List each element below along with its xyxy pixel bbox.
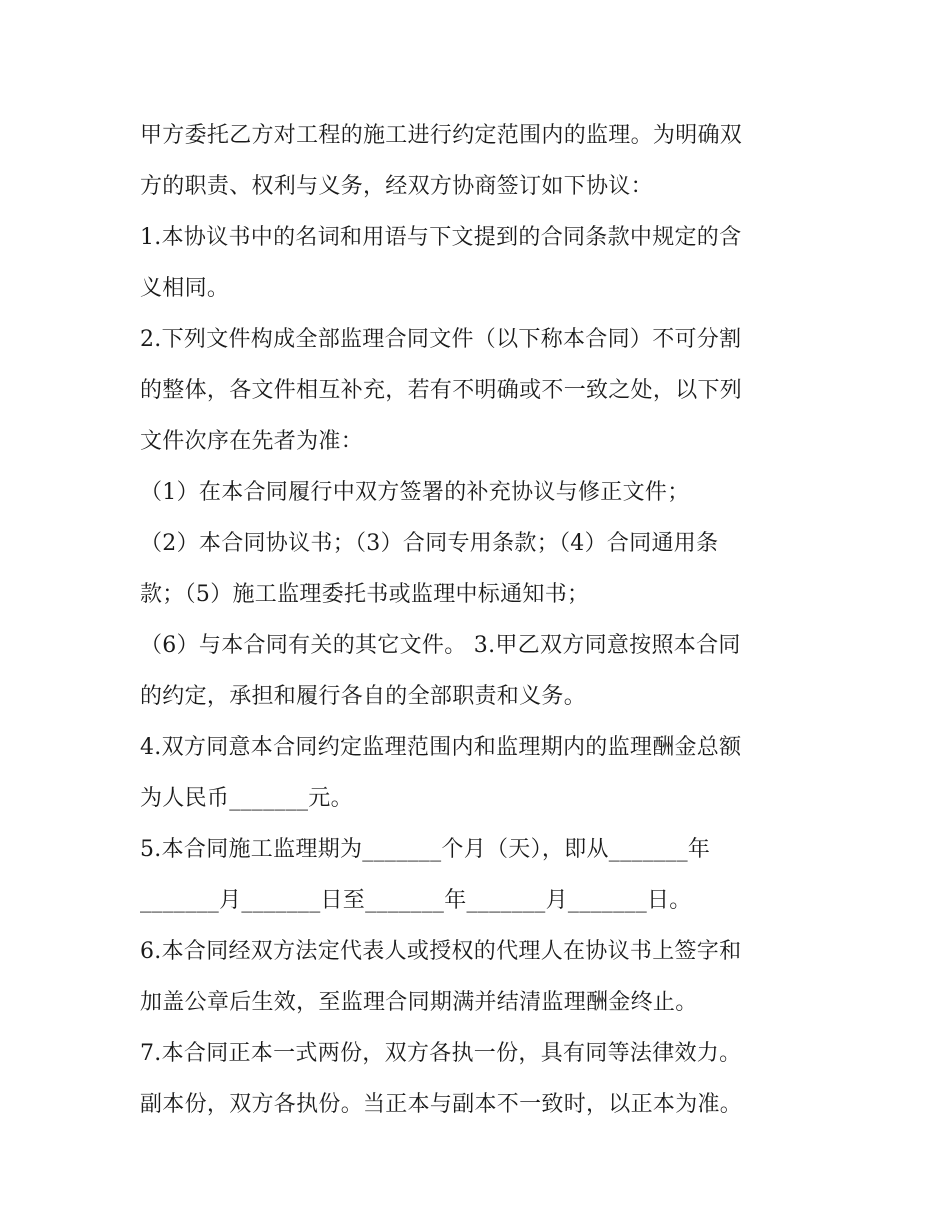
text-line: 为人民币_______元。 <box>140 786 353 811</box>
text-line: 6.本合同经双方法定代表人或授权的代理人在协议书上签字和 <box>140 939 742 964</box>
text-line: （1）在本合同履行中双方签署的补充协议与修正文件； <box>140 480 690 505</box>
text-line: 款；（5）施工监理委托书或监理中标通知书； <box>140 582 590 607</box>
text-line: 4.双方同意本合同约定监理范围内和监理期内的监理酬金总额 <box>140 735 742 760</box>
text-line: （6）与本合同有关的其它文件。 3.甲乙双方同意按照本合同 <box>140 633 741 658</box>
text-line: 的约定，承担和履行各自的全部职责和义务。 <box>140 684 587 709</box>
text-line: 甲方委托乙方对工程的施工进行约定范围内的监理。为明确双 <box>140 123 743 148</box>
text-line: 1.本协议书中的名词和用语与下文提到的合同条款中规定的含 <box>140 225 742 250</box>
text-line: 2.下列文件构成全部监理合同文件（以下称本合同）不可分割 <box>140 327 742 352</box>
text-line: （2）本合同协议书；（3）合同专用条款；（4）合同通用条 <box>140 531 719 556</box>
text-line: 方的职责、权利与义务，经双方协商签订如下协议： <box>140 174 653 199</box>
text-line: 的整体，各文件相互补充，若有不明确或不一致之处，以下列 <box>140 378 743 403</box>
text-line: 7.本合同正本一式两份，双方各执一份，具有同等法律效力。 <box>140 1041 742 1066</box>
text-line: _______月_______日至_______年_______月_______日。 <box>140 888 692 913</box>
text-line: 义相同。 <box>140 276 230 301</box>
text-line: 副本份，双方各执份。当正本与副本不一致时，以正本为准。 <box>140 1092 743 1117</box>
text-line: 5.本合同施工监理期为_______个月（天），即从_______年 <box>140 837 711 862</box>
text-line: 文件次序在先者为准： <box>140 429 364 454</box>
text-line: 加盖公章后生效，至监理合同期满并结清监理酬金终止。 <box>140 990 698 1015</box>
document-body <box>140 110 820 1130</box>
